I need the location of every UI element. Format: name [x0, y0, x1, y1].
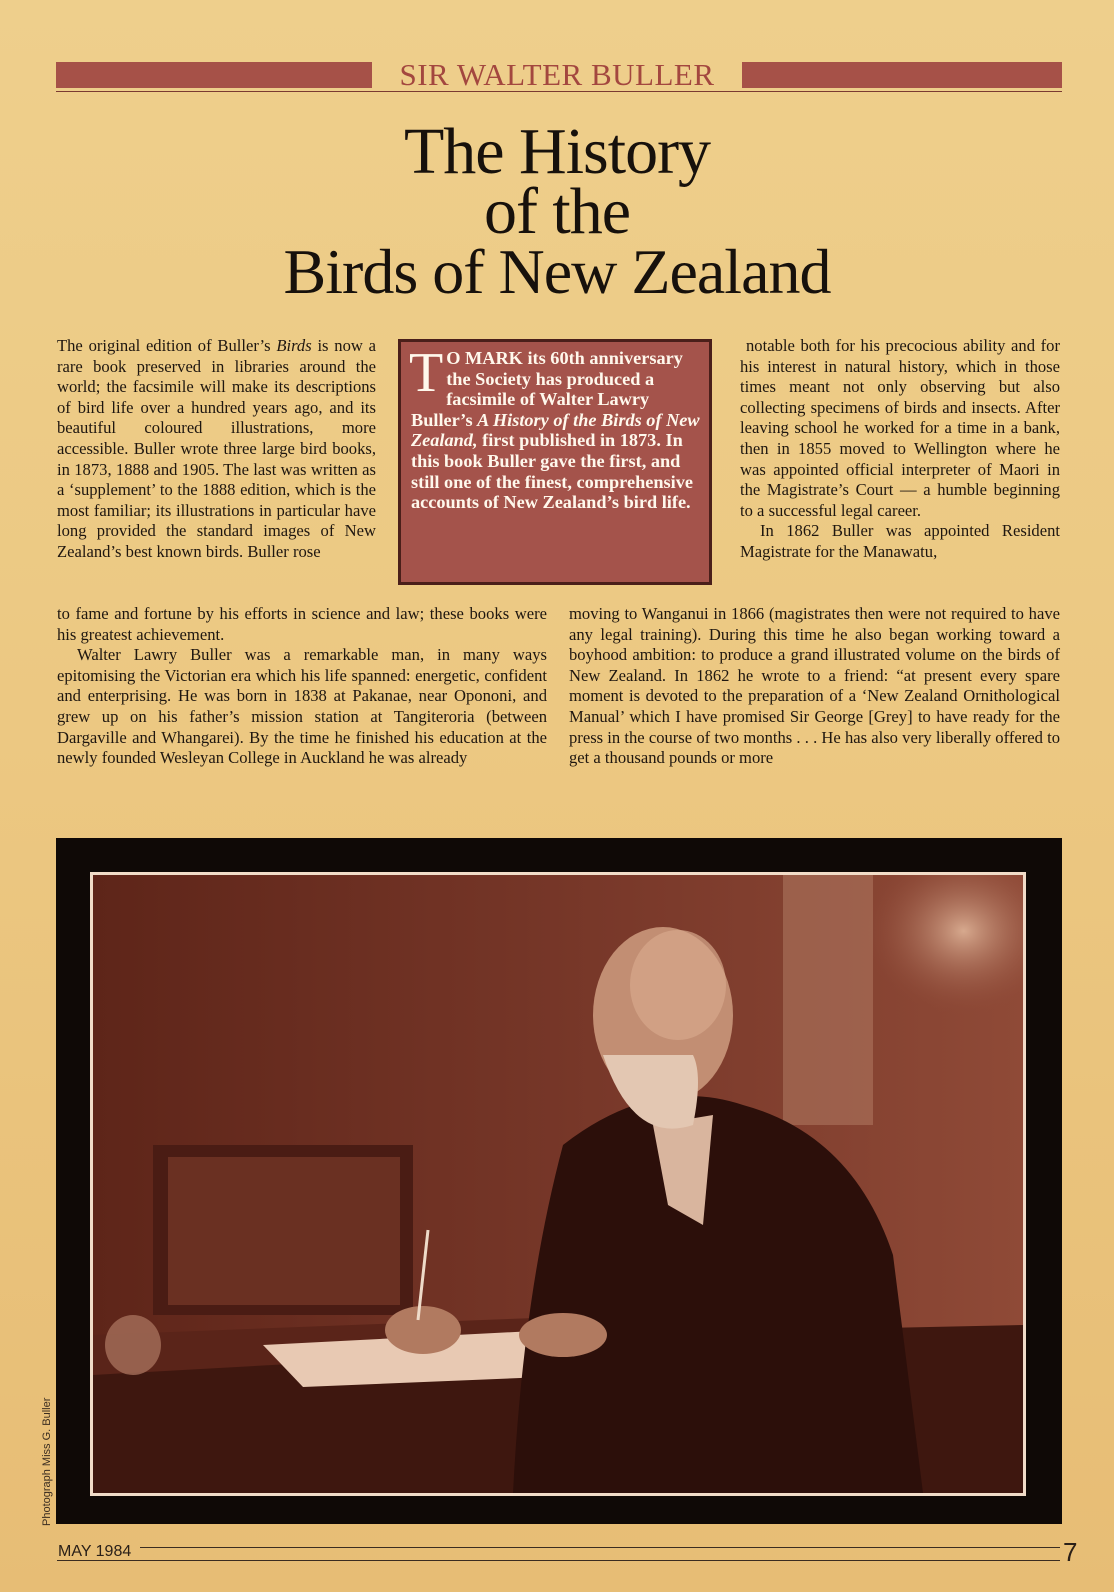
portrait-photo-illustration: [93, 875, 1023, 1493]
wide-right-paragraph: moving to Wanganui in 1866 (magistrates then were not required to have any legal training). During this time he also began working toward a boyhood ambition: to produce a grand illustrated volume on the birds of New Zealand. In 1862 he wrote to a friend: “at present every spare moment is devoted to the preparation of a ‘New Zealand Ornithological Manual’ which I have promised Sir George [Grey] to have ready for the press in the course of two months . . . He has also very liberally offered to get a thousand pounds or more: [569, 604, 1060, 768]
headline-line-3: Birds of New Zealand: [283, 236, 831, 307]
col3-paragraph-1: notable both for his precocious ability and for his interest in natural history, which in those times meant not only observing but also collecting specimens of birds and insects. After leaving school he worked for a time in a bank, then in 1855 moved to Wellington where he was appointed official interpreter of Maori in the Magistrate’s Court — a humble beginning to a successful legal career.: [740, 336, 1060, 520]
footer-date: MAY 1984: [58, 1543, 132, 1560]
wide-left-paragraph-2: Walter Lawry Buller was a remarkable man, in many ways epitomising the Victorian era which his life spanned: energetic, confident and enterprising. He was born in 1838 at Pakanae, near Opononi, and grew up on his father’s mission station at Tangiteroria (between Dargaville and Whangarei). By the time he finished his education at the newly founded Wesleyan College in Auckland he was already: [57, 645, 547, 768]
section-title: SIR WALTER BULLER: [399, 57, 715, 92]
col1-paragraph: [57, 336, 376, 563]
headline: [150, 115, 964, 307]
col1-text-b: is now a rare book preserved in libraries around the world; the facsimile will make its descriptions of bird life over a hundred years ago, and its beautiful coloured illustrations, more accessible. Buller wrote three large bird books, in 1873, 1888 and 1905. The last was written as a ‘supplement’ to the 1888 edition, which is the most familiar; its illustrations in particular have long provided the standard images of New Zealand’s best known birds. Buller rose: [57, 336, 376, 561]
callout-italic: A History of the Birds of New Zealand,: [411, 409, 700, 451]
headline-line-1: The History: [403, 115, 711, 188]
col3-paragraph-2: In 1862 Buller was appointed Resident Magistrate for the Manawatu,: [740, 521, 1060, 561]
body-column-3: [740, 336, 1060, 563]
headline-line-2: of the: [483, 175, 631, 248]
photo-credit: Photograph Miss G. Buller: [41, 1397, 53, 1526]
callout-text-a: O MARK its 60th anniversary the Society has produced a facsimile of Walter Lawry Buller’s: [411, 348, 683, 430]
footer-rule-bottom: [57, 1560, 1060, 1561]
page-number: 7: [1063, 1537, 1078, 1567]
body-wide-left: [57, 604, 547, 769]
body-column-1: [57, 336, 376, 563]
col1-text-a: The original edition of Buller’s: [57, 336, 277, 355]
footer-rule-top: [140, 1547, 1060, 1548]
photo-frame: [56, 838, 1062, 1524]
body-wide-right: [569, 604, 1060, 769]
portrait-photo: [90, 872, 1026, 1496]
pull-quote-box: [398, 339, 712, 585]
callout-text-b: first published in 1873. In this book Buller gave the first, and still one of the finest, comprehensive accounts of New Zealand’s bird life.: [411, 430, 693, 513]
drop-cap: T: [409, 342, 444, 404]
wide-left-paragraph-1: to fame and fortune by his efforts in science and law; these books were his greatest achievement.: [57, 604, 547, 644]
col1-italic: Birds: [276, 336, 312, 355]
header-band-right: [742, 62, 1062, 88]
header-band-left: [56, 62, 372, 88]
